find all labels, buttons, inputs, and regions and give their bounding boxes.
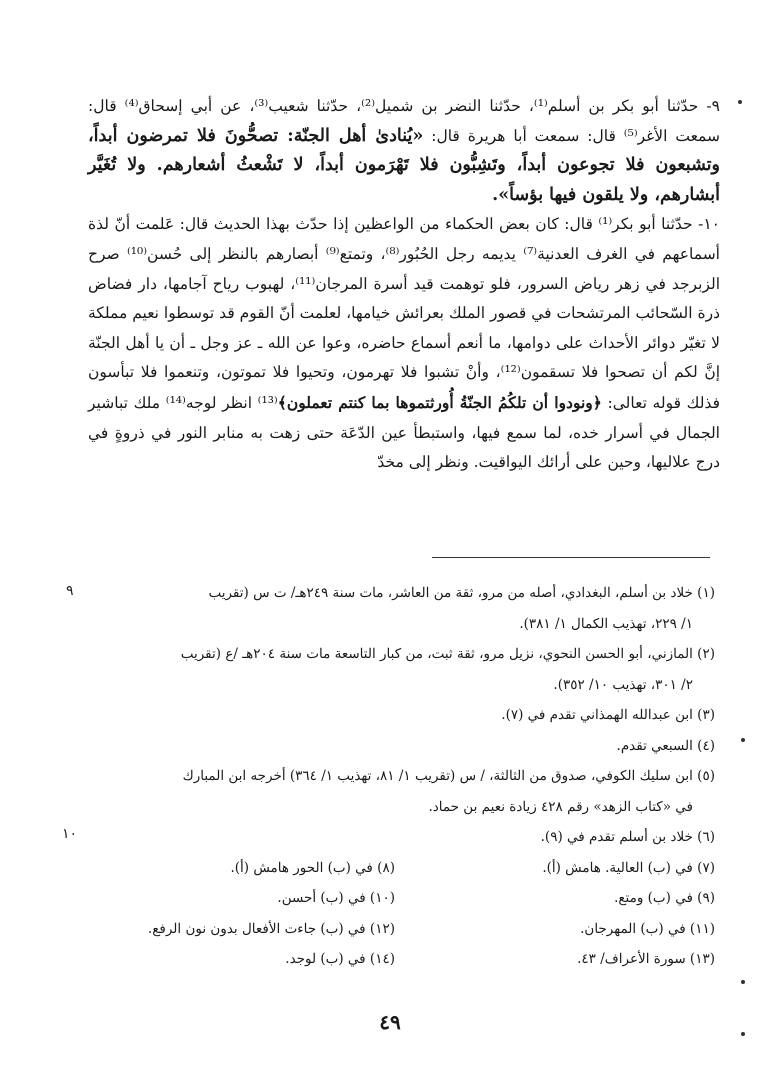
footnote-pairs <box>95 853 715 975</box>
footnote-5: (٥) ابن سليك الكوفي، صدوق من الثالثة، / س (تقريب ١/ ٨١، تهذيب ١/ ٣٦٤) أخرجه ابن المبارك <box>182 768 715 784</box>
footnote-8: (٨) في (ب) الحور هامش (أ). <box>230 859 395 876</box>
margin-number-10: ١٠ <box>62 826 78 842</box>
footnote-1-cont: ١/ ٢٢٩، تهذيب الكمال ١/ ٣٨١). <box>519 615 693 632</box>
paragraph-9 <box>88 92 720 210</box>
footnote-10: (١٠) في (ب) أحسن. <box>277 890 395 906</box>
margin-dot <box>741 738 745 742</box>
narration-text: ١٠- حدّثنا أبو بكر⁽¹⁾ قال: كان بعض الحكماء من الواعظين إذا حدّث بهذا الحديث قال: عَلمت أنّ لذة أسماعهم في الغرف العدنية⁽⁷⁾ يديمه رجل الحُبُور⁽⁸⁾، وتمتع⁽⁹⁾ أبصارهم بالنظر إلى حُسن⁽¹⁰⁾ صرح الزبرجد في زهر رياض السرور، فلو توهمت قيد أسرة المرجان⁽¹¹⁾، لهبوب رياح آجامها، دار فضاض ذرة السّحائب المرتشحات في قصور الملك بعرائش خيامها، لعلمت أنّ القوم قد توسطوا نعيم مملكة لا تغيّر دوائر الأحداث على دوامها، ما أنعم أسماع حاضره، وعوا عن الله ـ عز وجل ـ أن يا أهل الجنّة إنَّ لكم أن تصحوا فلا تسقمون⁽¹²⁾، وأنْ تشبوا فلا تهرمون، وتحيوا فلا تموتون، وتنعموا فلا تبأسون فذلك قوله تعالى: <box>88 215 721 412</box>
hadith-text: «يُنادىٰ أهل الجنّة: تصحُّونَ فلا تمرضون أبداً، وتشبعون فلا تجوعون أبداً، وتَشِبُّون فلا تَهْرَمون أبداً، لا تَشْعثُ أشعارهم. ولا تُغَيَّر أبشارهم، ولا يلقون فيها بؤساً». <box>88 125 720 205</box>
footnote-13: (١٣) سورة الأعراف/ ٤٣. <box>577 951 715 967</box>
page-number: ٤٩ <box>379 1010 401 1034</box>
isnad-text: ٩- حدّثنا أبو بكر بن أسلم⁽¹⁾، حدّثنا النضر بن شميل⁽²⁾، حدّثنا شعيب⁽³⁾، عن أبي إسحاق⁽⁴⁾ قال: سمعت الأغر⁽⁵⁾ قال: سمعت أبا هريرة قال: <box>88 97 720 145</box>
footnote-12: (١٢) في (ب) جاءت الأفعال بدون نون الرفع. <box>147 920 395 937</box>
margin-dot <box>738 100 742 104</box>
footnote-6: (٦) خلاد بن أسلم تقدم في (٩). <box>540 829 715 845</box>
footnotes <box>95 578 715 975</box>
narration-text-cont: ⁽¹³⁾ انظر لوجه⁽¹⁴⁾ ملك تباشير الجمال في أسرار خده، لما سمع فيها، واستبطأ عين الدّعَة حتى زهت به منابر النور في ذروةٍ في درج علاليها، وحين على أرائك اليواقيت. ونظر إلى مخدّ <box>88 393 720 472</box>
quran-verse: ﴿ونودوا أن تلكُمُ الجنّةُ أُورثتموها بما كنتم تعملون﴾ <box>277 392 602 412</box>
footnote-separator <box>432 557 710 558</box>
footnote-11: (١١) في (ب) المهرجان. <box>580 920 715 937</box>
footnote-9: (٩) في (ب) ومتع. <box>614 890 715 906</box>
footnote-2-cont: ٢/ ٣٠١، تهذيب ١٠/ ٣٥٢). <box>553 676 693 693</box>
footnote-1: (١) خلاد بن أسلم، البغدادي، أصله من مرو، ثقة من العاشر، مات سنة ٢٤٩هـ/ ت س (تقريب <box>208 585 715 601</box>
main-text <box>88 92 720 478</box>
footnote-5-cont: في «كتاب الزهد» رقم ٤٢٨ زيادة نعيم بن حماد. <box>428 798 693 815</box>
footnote-14: (١٤) في (ب) لوجد. <box>285 951 395 967</box>
footnote-2: (٢) المازني، أبو الحسن النحوي، نزيل مرو، ثقة ثبت، من كبار التاسعة مات سنة ٢٠٤هـ /ع (تقريب <box>180 646 715 662</box>
margin-number-9: ٩ <box>66 583 74 599</box>
footnote-4: (٤) السبعي تقدم. <box>616 737 715 754</box>
margin-dot <box>741 1032 745 1036</box>
footnote-7: (٧) في (ب) العالية. هامش (أ). <box>542 859 715 876</box>
margin-dot <box>741 980 745 984</box>
footnote-3: (٣) ابن عبدالله الهمذاني تقدم في (٧). <box>501 707 715 723</box>
paragraph-10 <box>88 210 720 477</box>
